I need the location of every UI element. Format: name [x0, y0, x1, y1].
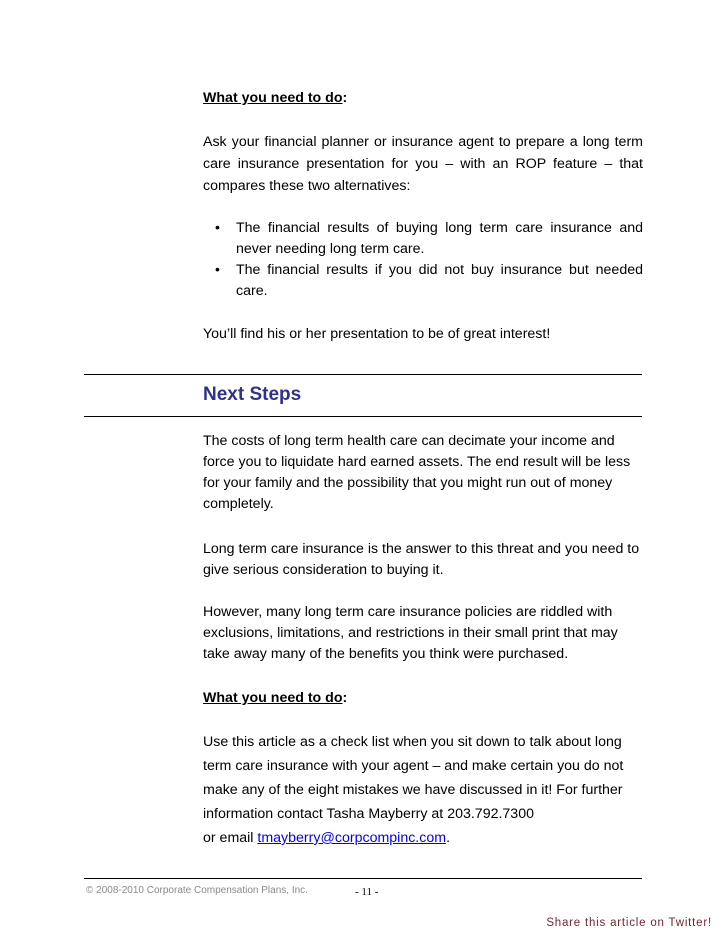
- paragraph: [203, 602, 643, 665]
- bullet-item: [203, 218, 643, 260]
- bullet-icon: •: [215, 262, 220, 278]
- paragraph-line: Long term care insurance is the answer to this threat and you need to: [203, 541, 640, 557]
- paragraph-line: Use this article as a check list when you sit down to talk about long: [203, 734, 622, 750]
- footer-copyright: © 2008-2010 Corporate Compensation Plans, Inc.: [86, 885, 308, 896]
- footer-divider: [84, 878, 642, 879]
- email-link[interactable]: tmayberry@corpcompinc.com: [257, 830, 447, 846]
- bullet-text: The financial results if you did not buy insurance but needed care.: [236, 262, 643, 299]
- intro-paragraph: Ask your financial planner or insurance agent to prepare a long term care insurance presentation for you – with an ROP feature – that compares these two alternatives:: [203, 134, 643, 194]
- email-line: [203, 826, 643, 850]
- paragraph-line: make any of the eight mistakes we have discussed in it! For further: [203, 782, 623, 798]
- paragraph-line: force you to liquidate hard earned assets. The end result will be less: [203, 454, 631, 470]
- share-twitter-link[interactable]: Share this article on Twitter!: [546, 917, 712, 929]
- section-title: Next Steps: [203, 384, 302, 405]
- paragraph-line: The costs of long term health care can decimate your income and: [203, 433, 615, 449]
- bullet-icon: •: [215, 220, 220, 236]
- heading-colon: :: [342, 690, 348, 706]
- bullet-text: The financial results of buying long term care insurance and never needing long term care.: [236, 220, 643, 257]
- section-divider-top: [84, 374, 642, 375]
- email-suffix: .: [446, 830, 451, 846]
- bullet-list: [203, 218, 643, 302]
- closing-line: You’ll find his or her presentation to be of great interest!: [203, 326, 551, 342]
- section-divider-bottom: [84, 416, 642, 417]
- paragraph-line: give serious consideration to buying it.: [203, 562, 444, 578]
- section-heading: [203, 88, 643, 109]
- page-number: - 11 -: [355, 886, 379, 898]
- heading-colon: :: [342, 90, 348, 106]
- heading-text: What you need to do: [203, 90, 343, 106]
- paragraph-line: term care insurance with your agent – and make certain you do not: [203, 758, 624, 774]
- paragraph-line: take away many of the benefits you think were purchased.: [203, 646, 569, 662]
- email-prefix: or email: [203, 830, 258, 846]
- paragraph-line: for your family and the possibility that you might run out of money: [203, 475, 613, 491]
- paragraph-line: information contact Tasha Mayberry at 203.792.7300: [203, 806, 534, 822]
- paragraph: [203, 431, 643, 515]
- bullet-item: [203, 260, 643, 302]
- paragraph-line: exclusions, limitations, and restrictions in their small print that may: [203, 625, 618, 641]
- paragraph: [203, 730, 643, 850]
- paragraph: [203, 539, 643, 581]
- section-heading: [203, 688, 643, 709]
- paragraph-line: completely.: [203, 496, 274, 512]
- heading-text: What you need to do: [203, 690, 343, 706]
- paragraph-line: However, many long term care insurance policies are riddled with: [203, 604, 613, 620]
